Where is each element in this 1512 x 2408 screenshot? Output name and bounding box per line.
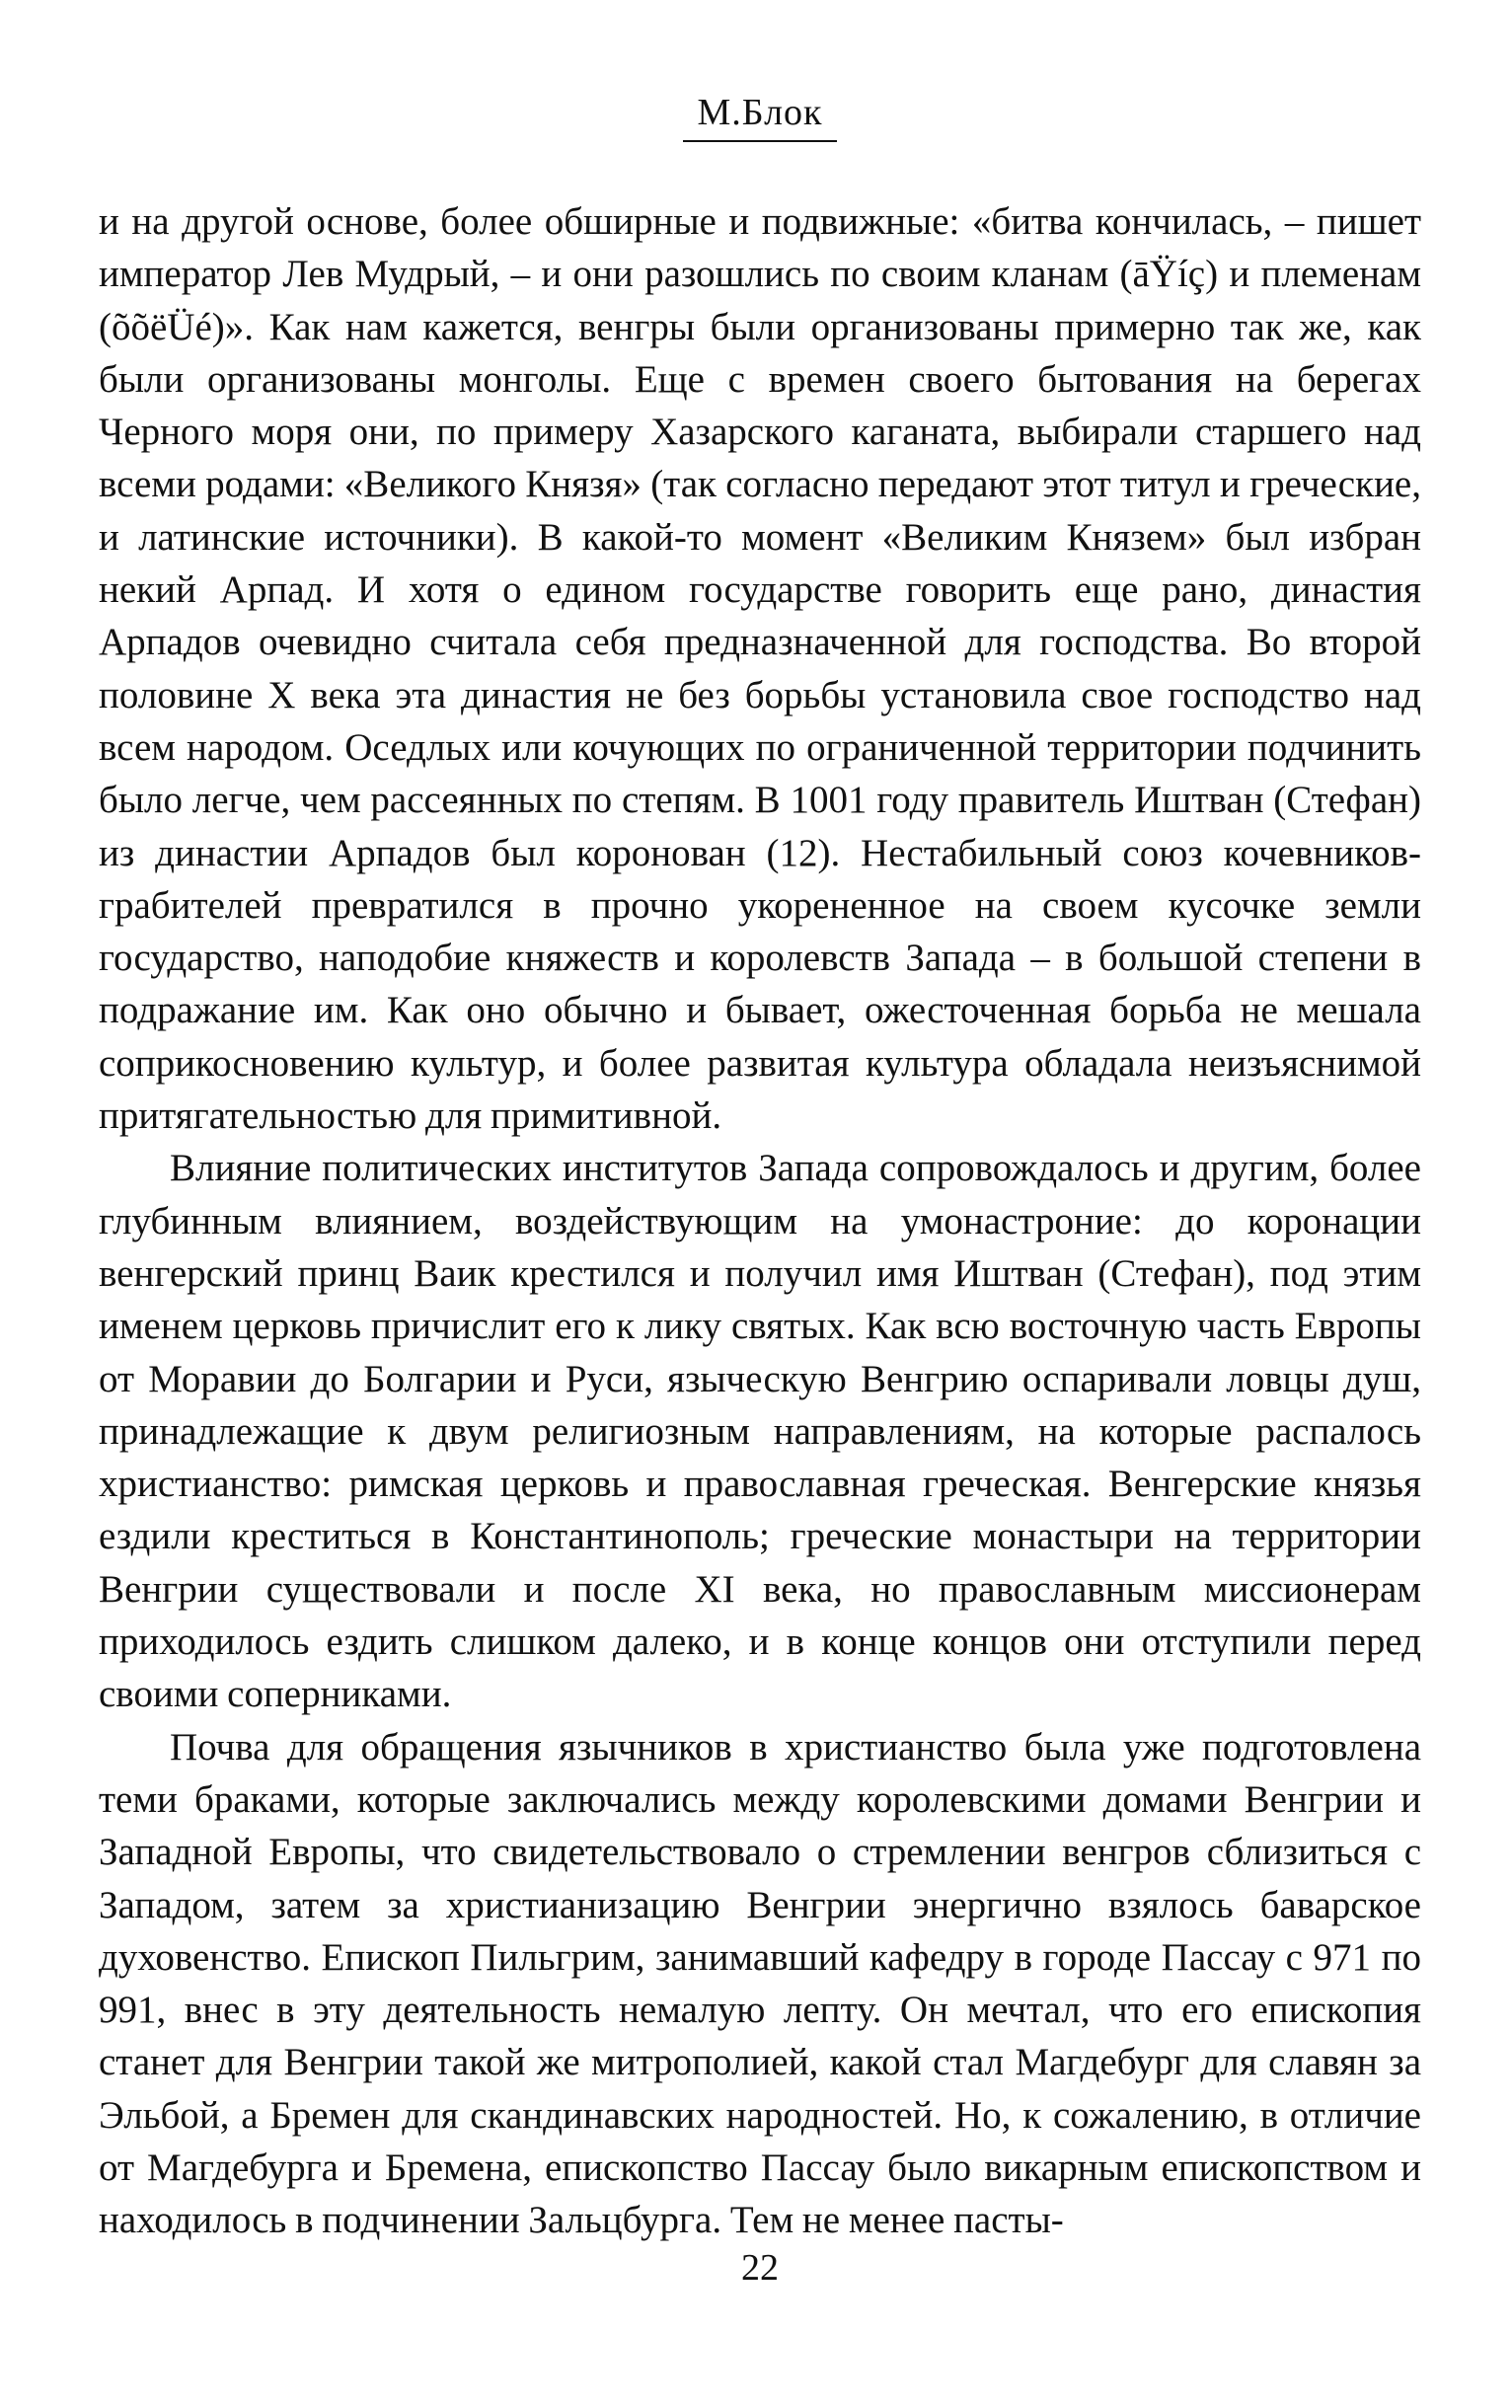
running-title: М.Блок (683, 91, 836, 142)
paragraph-3: Почва для обращения язычников в христианство была уже подготовлена теми браками, которые заключались между королевскими домами Венгрии и Западной Европы, что свидетельствовало о стремлении венгров сблизиться с Западом, затем за христианизацию Венгрии энергично взялось баварское духовенство. Епископ Пильгрим, занимавший кафедру в городе Пассау с 971 по 991, внес в эту деятельность немалую лепту. Он мечтал, что его епископия станет для Венгрии такой же митрополией, какой стал Магдебург для славян за Эльбой, а Бремен для скандинавских народностей. Но, к сожалению, в отличие от Магдебурга и Бремена, епископство Пассау было викарным епископством и находилось в подчинении Зальцбурга. Тем не менее пасты- (99, 1725, 1421, 2242)
book-page (99, 0, 1421, 2408)
paragraph-1: и на другой основе, более обширные и подвижные: «битва кончилась, – пишет император Лев Мудрый, – и они разошлись по своим кланам (āŸíç) и племенам (õõëÜé)». Как нам кажется, венгры были организованы примерно так же, как были организованы монголы. Еще с времен своего бытования на берегах Черного моря они, по примеру Хазарского каганата, выбирали старшего над всеми родами: «Великого Князя» (так согласно передают этот титул и греческие, и латинские источники). В какой-то момент «Великим Князем» был избран некий Арпад. И хотя о едином государстве говорить еще рано, династия Арпадов очевидно считала себя предназначенной для господства. Во второй половине X века эта династия не без борьбы установила свое господство над всем народом. Оседлых или кочующих по ограниченной территории подчинить было легче, чем рассеянных по степям. В 1001 году правитель Иштван (Стефан) из династии Арпадов был коронован (12). Нестабильный союз кочевников-грабителей превратился в прочно укорененное на своем кусочке земли государство, наподобие княжеств и королевств Запада – в большой степени в подражание им. Как оно обычно и бывает, ожесточенная борьба не мешала соприкосновению культур, и более развитая культура обладала неизъяснимой притягательностью для примитивной. (99, 200, 1421, 1138)
running-header (99, 91, 1421, 142)
page-number: 22 (741, 2247, 779, 2289)
paragraph-2: Влияние политических институтов Запада сопровождалось и другим, более глубинным влиянием, воздействующим на умонастроние: до коронации венгерский принц Ваик крестился и получил имя Иштван (Стефан), под этим именем церковь причислит его к лику святых. Как всю восточную часть Европы от Моравии до Болгарии и Руси, языческую Венгрию оспаривали ловцы душ, принадлежащие к двум религиозным направлениям, на которые распалось христианство: римская церковь и православная греческая. Венгерские князья ездили креститься в Константинополь; греческие монастыри на территории Венгрии существовали и после XI века, но православным миссионерам приходилось ездить слишком далеко, и в конце концов они отступили перед своими соперниками. (99, 1147, 1421, 1716)
page-body (99, 195, 1421, 2247)
